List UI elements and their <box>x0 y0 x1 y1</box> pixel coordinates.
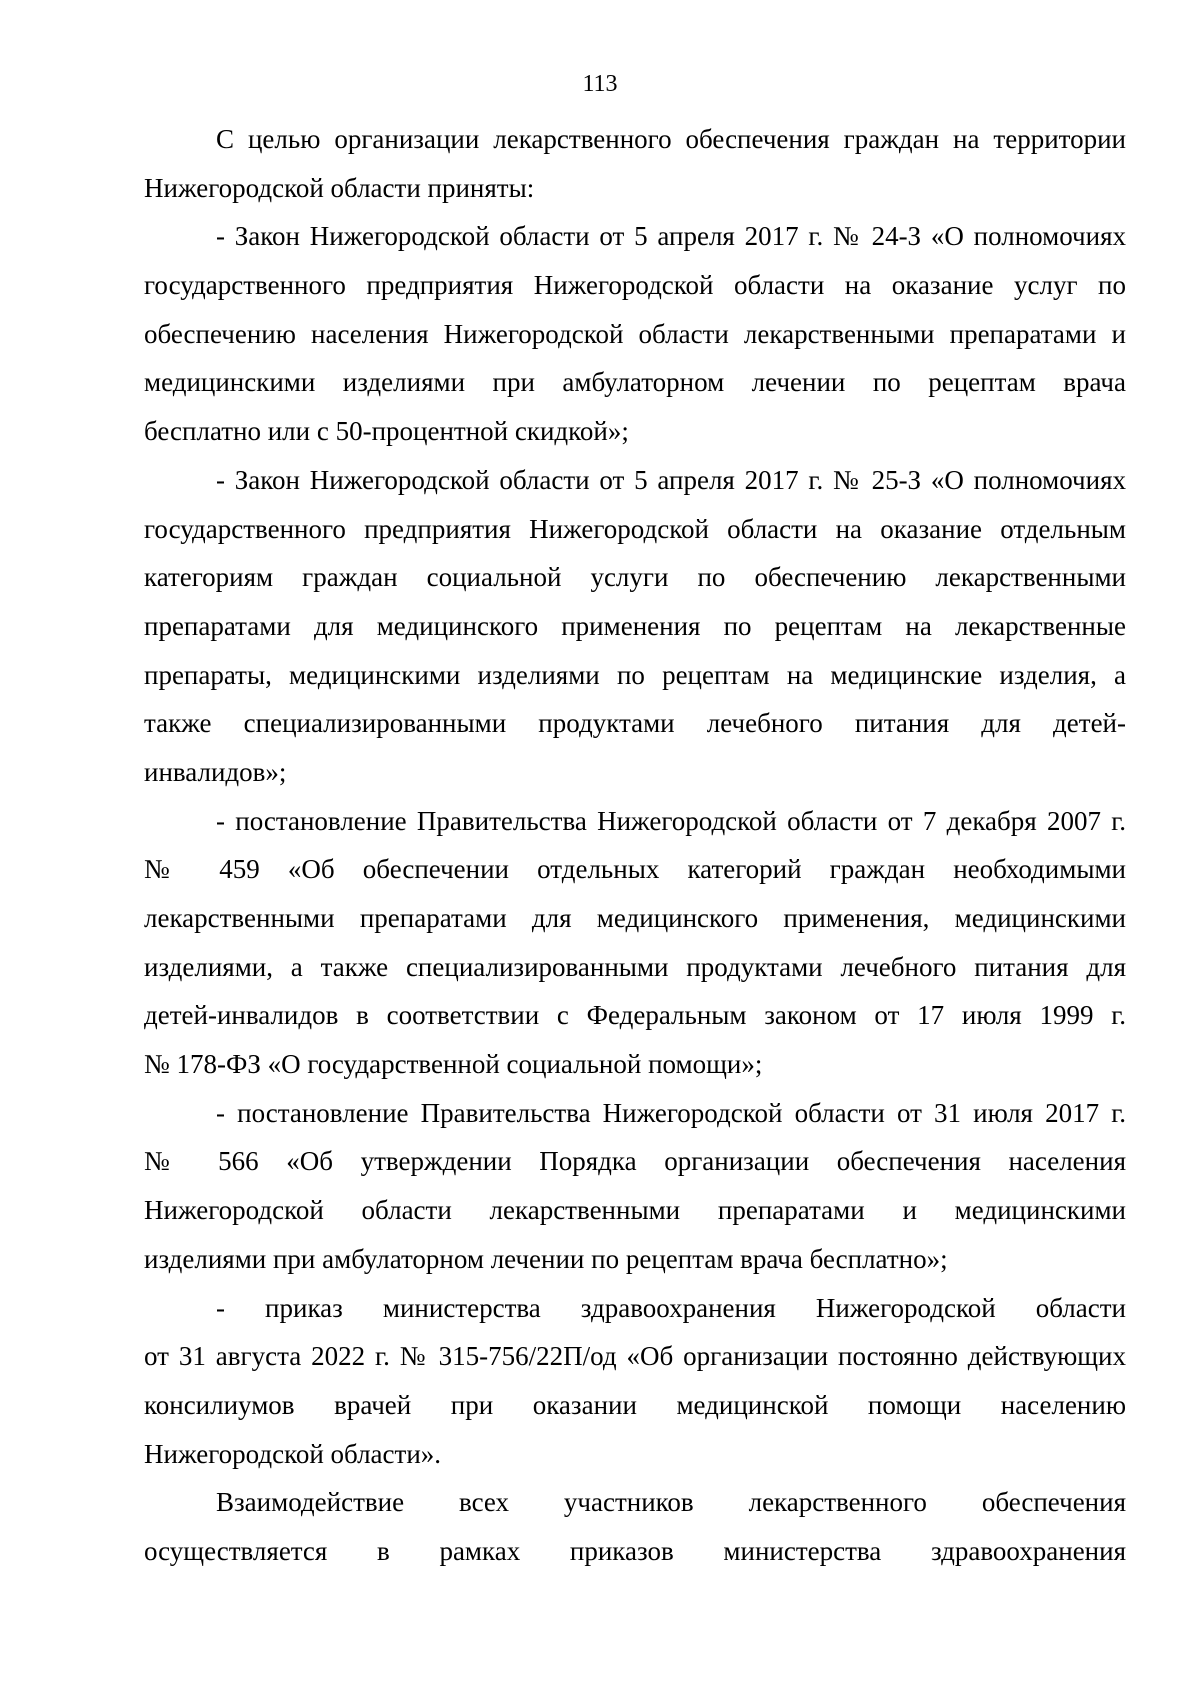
text-line: препаратами для медицинского применения по рецептам на лекарственные <box>144 610 1126 641</box>
text-line: от 31 августа 2022 г. № 315-756/22П/од «Об организации постоянно действующих <box>144 1341 1126 1372</box>
text-line: инвалидов»; <box>144 756 287 787</box>
text-line: - постановление Правительства Нижегородской области от 7 декабря 2007 г. <box>216 805 1126 836</box>
paragraph-intro <box>144 115 1126 212</box>
text-line: лекарственными препаратами для медицинского применения, медицинскими <box>144 903 1126 933</box>
paragraph-interaction <box>144 1478 1126 1575</box>
paragraph-law-25-z <box>144 456 1126 797</box>
text-line: также специализированными продуктами лечебного питания для детей- <box>144 708 1126 739</box>
text-line: изделиями, а также специализированными продуктами лечебного питания для <box>144 951 1126 982</box>
text-line: - Закон Нижегородской области от 5 апреля 2017 г. № 25-З «О полномочиях <box>216 464 1126 495</box>
text-line: - постановление Правительства Нижегородской области от 31 июля 2017 г. <box>216 1097 1126 1128</box>
text-line: Нижегородской области лекарственными препаратами и медицинскими <box>144 1195 1126 1226</box>
text-line: изделиями при амбулаторном лечении по рецептам врача бесплатно»; <box>144 1243 948 1274</box>
paragraph-order-315 <box>144 1284 1126 1479</box>
text-line: С целью организации лекарственного обеспечения граждан на территории <box>216 124 1126 154</box>
text-line: осуществляется в рамках приказов министерства здравоохранения <box>144 1535 1126 1566</box>
text-line: № 178-ФЗ «О государственной социальной помощи»; <box>144 1049 763 1080</box>
text-line: Нижегородской области приняты: <box>144 172 535 203</box>
paragraph-law-24-z <box>144 212 1126 455</box>
text-line: - приказ министерства здравоохранения Нижегородской области <box>216 1292 1126 1323</box>
text-line: № 566 «Об утверждении Порядка организации обеспечения населения <box>144 1146 1126 1177</box>
text-line: государственного предприятия Нижегородской области на оказание отдельным <box>144 513 1126 544</box>
paragraph-resolution-566 <box>144 1089 1126 1284</box>
text-line: медицинскими изделиями при амбулаторном лечении по рецептам врача <box>144 367 1126 398</box>
text-line: детей-инвалидов в соответствии с Федеральным законом от 17 июля 1999 г. <box>144 1000 1126 1031</box>
text-line: бесплатно или с 50-процентной скидкой»; <box>144 416 629 447</box>
text-line: препараты, медицинскими изделиями по рецептам на медицинские изделия, а <box>144 659 1126 690</box>
paragraph-resolution-459 <box>144 797 1126 1089</box>
text-line: обеспечению населения Нижегородской области лекарственными препаратами и <box>144 318 1126 349</box>
text-line: - Закон Нижегородской области от 5 апреля 2017 г. № 24-З «О полномочиях <box>216 221 1126 252</box>
text-line: государственного предприятия Нижегородской области на оказание услуг по <box>144 270 1126 301</box>
text-line: Взаимодействие всех участников лекарственного обеспечения <box>216 1487 1126 1518</box>
text-line: категориям граждан социальной услуги по обеспечению лекарственными <box>144 562 1126 593</box>
text-line: № 459 «Об обеспечении отдельных категорий граждан необходимыми <box>144 854 1126 885</box>
page-number: 113 <box>582 71 618 97</box>
text-line: консилиумов врачей при оказании медицинской помощи населению <box>144 1389 1126 1420</box>
text-line: Нижегородской области». <box>144 1438 442 1469</box>
document-body <box>144 115 1126 1576</box>
